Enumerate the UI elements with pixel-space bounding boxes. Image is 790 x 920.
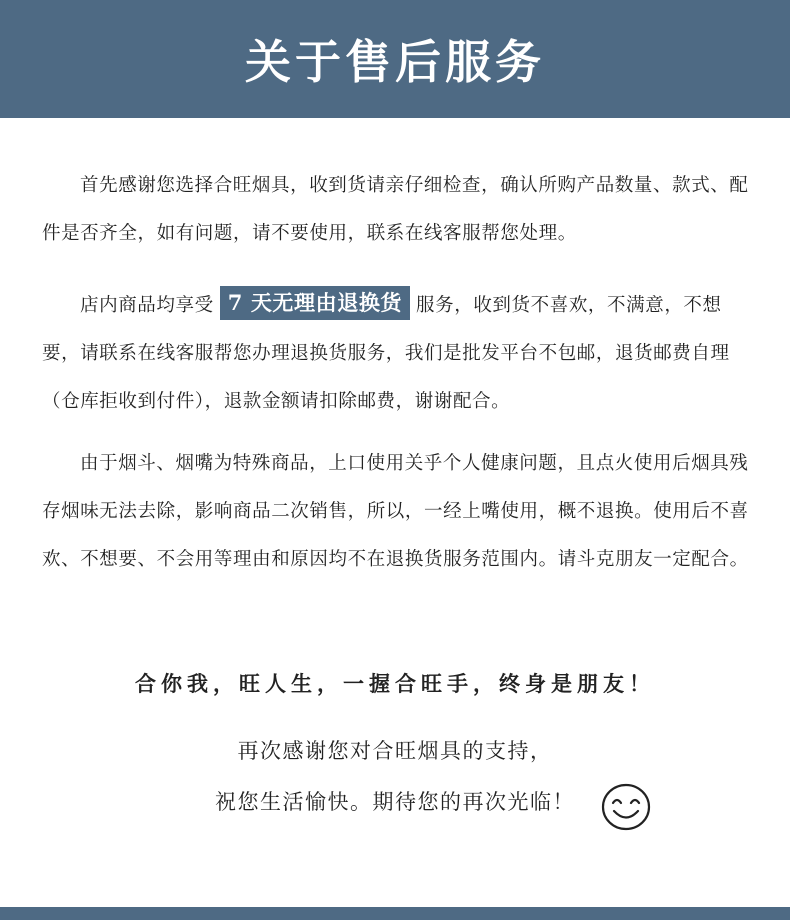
- page-title: 关于售后服务: [245, 35, 545, 89]
- return-policy-text-before: 店内商品均享受: [80, 295, 214, 316]
- footer-bar: [0, 907, 790, 920]
- no-return-paragraph: [42, 440, 752, 584]
- thanks-line-2: 祝您生活愉快。期待您的再次光临！: [215, 790, 575, 814]
- thanks-line-1: 再次感谢您对合旺烟具的支持，: [237, 739, 553, 763]
- return-policy-paragraph: [42, 282, 752, 426]
- return-policy-text-after: 服务，收到货不喜欢，不满意，不想要，请联系在线客服帮您办理退换货服务，我们是批发平台不包邮，退货邮费自理（仓库拒收到付件），退款金额请扣除邮费，谢谢配合。: [42, 295, 730, 412]
- no-return-text: 由于烟斗、烟嘴为特殊商品，上口使用关乎个人健康问题，且点火使用后烟具残存烟味无法去除，影响商品二次销售，所以，一经上嘴使用，概不退换。使用后不喜欢、不想要、不会用等理由和原因均不在退换货服务范围内。请斗克朋友一定配合。: [42, 453, 749, 570]
- motto-slogan: 合你我，旺人生，一握合旺手，终身是朋友！: [135, 671, 655, 696]
- smiley-face-icon: [600, 782, 652, 832]
- intro-text: 首先感谢您选择合旺烟具，收到货请亲仔细检查，确认所购产品数量、款式、配件是否齐全，如有问题，请不要使用，联系在线客服帮您处理。: [42, 175, 749, 244]
- header-banner: [0, 0, 790, 118]
- intro-paragraph: [42, 162, 752, 258]
- return-policy-highlight: 7 天无理由退换货: [220, 286, 410, 320]
